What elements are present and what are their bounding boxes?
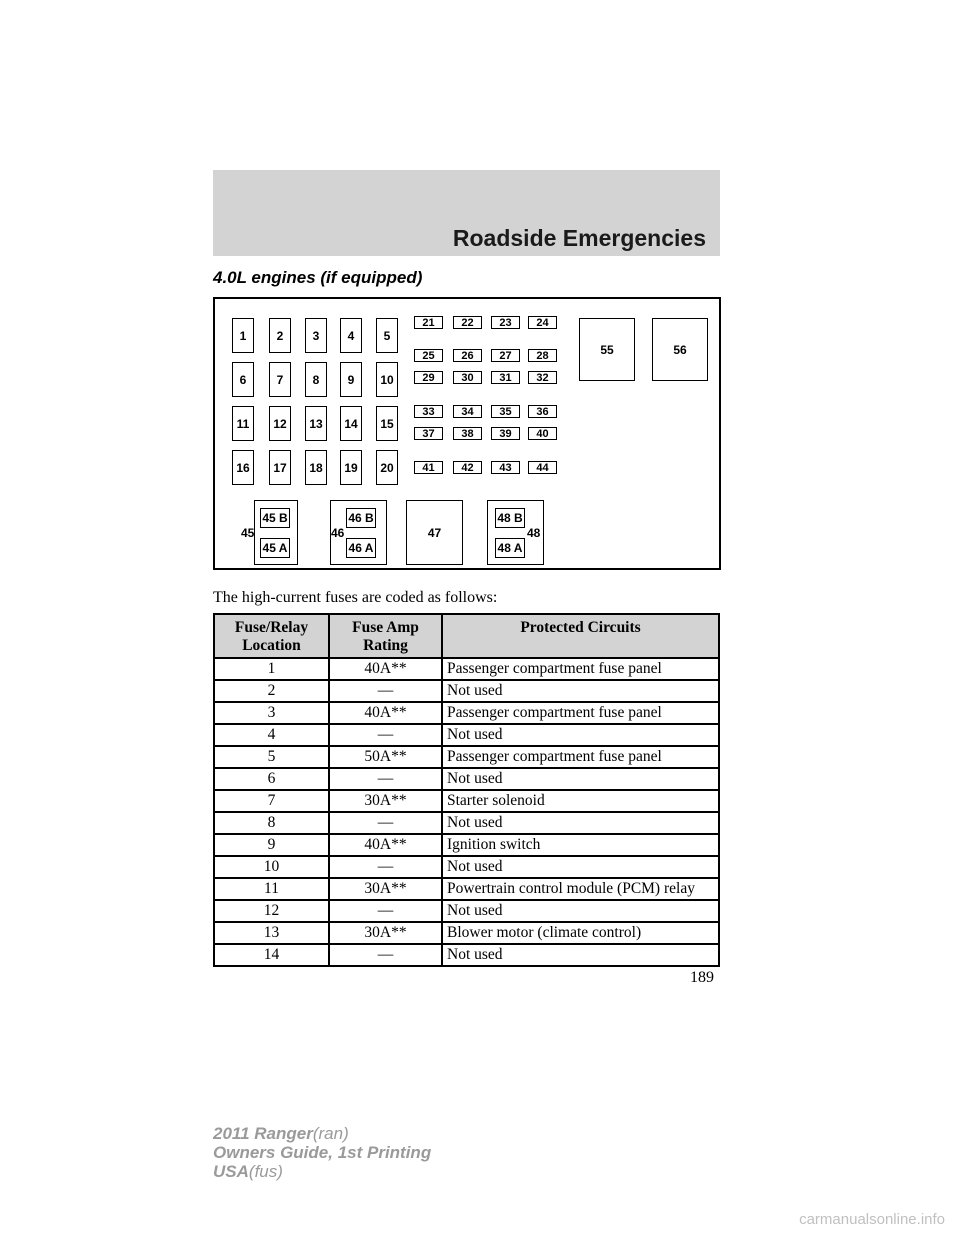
cell-circuit: Not used	[442, 680, 719, 702]
fuse-12: 12	[269, 406, 291, 441]
fuse-3: 3	[305, 318, 327, 353]
cell-circuit: Powertrain control module (PCM) relay	[442, 878, 719, 900]
fuse-7: 7	[269, 362, 291, 397]
relay-45b: 45 B	[260, 508, 290, 528]
cell-location: 12	[214, 900, 329, 922]
fuse-27: 27	[491, 349, 520, 362]
fuse-box-diagram	[213, 297, 721, 570]
watermark: carmanualsonline.info	[799, 1211, 945, 1228]
table-row	[214, 812, 719, 834]
cell-amp: 40A**	[329, 702, 442, 724]
fuse-37: 37	[414, 427, 443, 440]
fuse-5: 5	[376, 318, 398, 353]
cell-location: 14	[214, 944, 329, 966]
cell-amp: 30A**	[329, 878, 442, 900]
cell-circuit: Blower motor (climate control)	[442, 922, 719, 944]
fuse-36: 36	[528, 405, 557, 418]
fuse-16: 16	[232, 450, 254, 485]
fuse-11: 11	[232, 406, 254, 441]
relay-48-label: 48	[527, 526, 541, 540]
table-row	[214, 702, 719, 724]
fuse-10: 10	[376, 362, 398, 397]
fuse-17: 17	[269, 450, 291, 485]
fuse-29: 29	[414, 371, 443, 384]
cell-amp: —	[329, 680, 442, 702]
cell-circuit: Not used	[442, 856, 719, 878]
table-row	[214, 746, 719, 768]
fuse-6: 6	[232, 362, 254, 397]
table-row	[214, 922, 719, 944]
footer-line-3	[213, 1162, 431, 1181]
fuse-22: 22	[453, 316, 482, 329]
fuse-20: 20	[376, 450, 398, 485]
fuse-15: 15	[376, 406, 398, 441]
fuse-30: 30	[453, 371, 482, 384]
fuse-33: 33	[414, 405, 443, 418]
cell-location: 3	[214, 702, 329, 724]
cell-location: 5	[214, 746, 329, 768]
fuse-14: 14	[340, 406, 362, 441]
fuse-1: 1	[232, 318, 254, 353]
cell-amp: —	[329, 768, 442, 790]
fuse-23: 23	[491, 316, 520, 329]
cell-amp: 40A**	[329, 658, 442, 680]
footer-line-1	[213, 1124, 431, 1143]
footer-printing: Owners Guide, 1st Printing	[213, 1143, 432, 1162]
footer-model-code: (ran)	[312, 1124, 349, 1143]
footer-market: USA	[213, 1162, 249, 1181]
fuse-21: 21	[414, 316, 443, 329]
cell-location: 11	[214, 878, 329, 900]
cell-location: 6	[214, 768, 329, 790]
cell-circuit: Starter solenoid	[442, 790, 719, 812]
fuse-32: 32	[528, 371, 557, 384]
table-row	[214, 790, 719, 812]
cell-amp: —	[329, 856, 442, 878]
cell-amp: 30A**	[329, 922, 442, 944]
cell-amp: —	[329, 944, 442, 966]
fuse-43: 43	[491, 461, 520, 474]
table-row	[214, 856, 719, 878]
relay-55: 55	[579, 318, 635, 381]
cell-amp: —	[329, 724, 442, 746]
cell-location: 2	[214, 680, 329, 702]
relay-46b: 46 B	[346, 508, 376, 528]
fuse-44: 44	[528, 461, 557, 474]
fuse-9: 9	[340, 362, 362, 397]
fuse-26: 26	[453, 349, 482, 362]
cell-location: 13	[214, 922, 329, 944]
table-row	[214, 768, 719, 790]
fuse-13: 13	[305, 406, 327, 441]
fuse-38: 38	[453, 427, 482, 440]
relay-46a: 46 A	[346, 538, 376, 558]
section-title: Roadside Emergencies	[452, 225, 706, 251]
fuse-4: 4	[340, 318, 362, 353]
footer-line-2	[213, 1143, 431, 1162]
cell-circuit: Not used	[442, 944, 719, 966]
engine-subheading: 4.0L engines (if equipped)	[213, 268, 423, 287]
table-row	[214, 724, 719, 746]
cell-circuit: Not used	[442, 900, 719, 922]
fuse-19: 19	[340, 450, 362, 485]
fuse-34: 34	[453, 405, 482, 418]
fuse-table	[213, 613, 720, 967]
cell-circuit: Ignition switch	[442, 834, 719, 856]
cell-amp: 40A**	[329, 834, 442, 856]
relay-45a: 45 A	[260, 538, 290, 558]
relay-45-label: 45	[241, 526, 255, 540]
table-row	[214, 834, 719, 856]
cell-amp: —	[329, 900, 442, 922]
cell-circuit: Not used	[442, 812, 719, 834]
cell-circuit: Not used	[442, 724, 719, 746]
table-row	[214, 658, 719, 680]
fuse-35: 35	[491, 405, 520, 418]
header-location: Fuse/Relay Location	[214, 614, 329, 658]
cell-location: 10	[214, 856, 329, 878]
fuse-40: 40	[528, 427, 557, 440]
fuse-25: 25	[414, 349, 443, 362]
cell-amp: 50A**	[329, 746, 442, 768]
fuse-2: 2	[269, 318, 291, 353]
table-row	[214, 680, 719, 702]
relay-47: 47	[406, 500, 463, 565]
cell-location: 8	[214, 812, 329, 834]
fuse-28: 28	[528, 349, 557, 362]
cell-location: 9	[214, 834, 329, 856]
relay-48a: 48 A	[495, 538, 525, 558]
table-row	[214, 900, 719, 922]
cell-circuit: Not used	[442, 768, 719, 790]
table-row	[214, 878, 719, 900]
cell-circuit: Passenger compartment fuse panel	[442, 702, 719, 724]
fuse-18: 18	[305, 450, 327, 485]
footer-model: 2011 Ranger	[213, 1124, 313, 1143]
fuse-8: 8	[305, 362, 327, 397]
relay-56: 56	[652, 318, 708, 381]
cell-circuit: Passenger compartment fuse panel	[442, 658, 719, 680]
section-header-band	[213, 170, 720, 256]
table-row	[214, 944, 719, 966]
fuse-39: 39	[491, 427, 520, 440]
fuse-41: 41	[414, 461, 443, 474]
fuse-42: 42	[453, 461, 482, 474]
cell-amp: —	[329, 812, 442, 834]
table-header-row	[214, 614, 719, 658]
relay-46-label: 46	[331, 526, 345, 540]
cell-location: 4	[214, 724, 329, 746]
header-amp-rating: Fuse Amp Rating	[329, 614, 442, 658]
fuse-31: 31	[491, 371, 520, 384]
footer-imprint	[213, 1124, 431, 1181]
intro-text: The high-current fuses are coded as follows:	[213, 589, 498, 606]
relay-48b: 48 B	[495, 508, 525, 528]
cell-amp: 30A**	[329, 790, 442, 812]
cell-location: 7	[214, 790, 329, 812]
page-number: 189	[690, 969, 714, 986]
header-protected-circuits: Protected Circuits	[442, 614, 719, 658]
footer-market-code: (fus)	[248, 1162, 283, 1181]
fuse-24: 24	[528, 316, 557, 329]
cell-location: 1	[214, 658, 329, 680]
cell-circuit: Passenger compartment fuse panel	[442, 746, 719, 768]
